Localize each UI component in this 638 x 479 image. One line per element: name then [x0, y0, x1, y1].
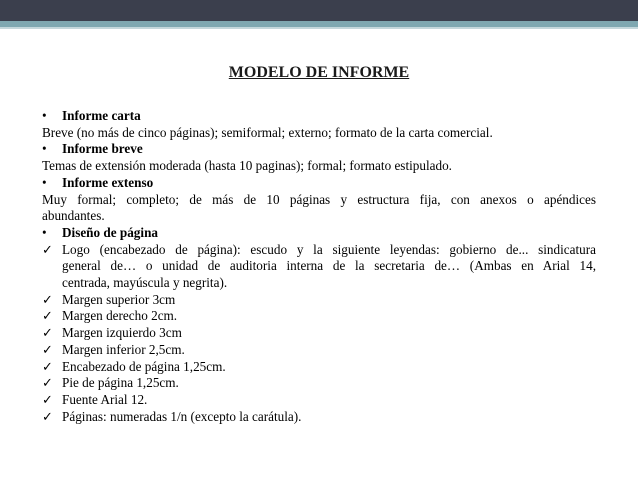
bullet-informe-breve: [42, 141, 596, 158]
check-item: [42, 292, 596, 309]
check-icon: ✓: [42, 375, 54, 391]
check-item-text: Encabezado de página 1,25cm.: [62, 358, 226, 374]
check-item-text: Margen izquierdo 3cm: [62, 325, 182, 341]
bullet-dot: •: [42, 108, 47, 123]
check-icon: ✓: [42, 308, 54, 324]
bullet-informe-extenso: [42, 175, 596, 192]
header-accent-line: [0, 27, 638, 29]
check-item-text: Margen superior 3cm: [62, 291, 176, 307]
text-informe-carta: Breve (no más de cinco páginas); semiformal; externo; formato de la carta comercial.: [42, 124, 493, 140]
text-informe-extenso-line1: Muy formal; completo; de más de 10 páginas y estructura fija, con anexos o apéndices: [42, 191, 596, 207]
check-item-text: Páginas: numeradas 1/n (excepto la carátula).: [62, 408, 302, 424]
check-icon: ✓: [42, 391, 54, 407]
check-item-text: Pie de página 1,25cm.: [62, 375, 179, 391]
check-item-text: Margen inferior 2,5cm.: [62, 341, 185, 357]
heading-diseno-pagina: Diseño de página: [62, 224, 158, 240]
check-item: [42, 392, 596, 409]
check-item-text: Fuente Arial 12.: [62, 391, 148, 407]
check-item-text: Margen derecho 2cm.: [62, 308, 178, 324]
text-informe-extenso-line2: abundantes.: [42, 208, 105, 224]
logo-text-line3: centrada, mayúscula y negrita).: [62, 275, 228, 291]
check-item: [42, 359, 596, 376]
check-icon: ✓: [42, 241, 54, 257]
check-item: [42, 409, 596, 426]
check-item: [42, 375, 596, 392]
header-dark-bar: [0, 0, 638, 21]
bullet-dot: •: [42, 174, 47, 190]
logo-text-line1: Logo (encabezado de página): escudo y la siguiente leyendas: gobierno de... sindicatura: [62, 241, 596, 257]
bullet-informe-carta: [42, 108, 596, 125]
check-icon: ✓: [42, 291, 54, 307]
check-icon: ✓: [42, 325, 54, 341]
check-icon: ✓: [42, 358, 54, 374]
slide-body: [42, 108, 596, 425]
check-item: [42, 308, 596, 325]
check-item: [42, 325, 596, 342]
text-informe-breve: Temas de extensión moderada (hasta 10 paginas); formal; formato estipulado.: [42, 158, 452, 174]
check-item-logo: [42, 242, 596, 292]
heading-informe-carta: Informe carta: [62, 108, 141, 123]
bullet-dot: •: [42, 141, 47, 157]
logo-text-line2: general de… o unidad de auditoria interna de la secretaria de… (Ambas en Arial 14,: [62, 258, 596, 274]
check-item: [42, 342, 596, 359]
check-icon: ✓: [42, 408, 54, 424]
heading-informe-extenso: Informe extenso: [62, 174, 154, 190]
heading-informe-breve: Informe breve: [62, 141, 143, 157]
bullet-diseno-pagina: [42, 225, 596, 242]
check-icon: ✓: [42, 341, 54, 357]
slide-title: MODELO DE INFORME: [228, 64, 410, 81]
bullet-dot: •: [42, 224, 47, 240]
